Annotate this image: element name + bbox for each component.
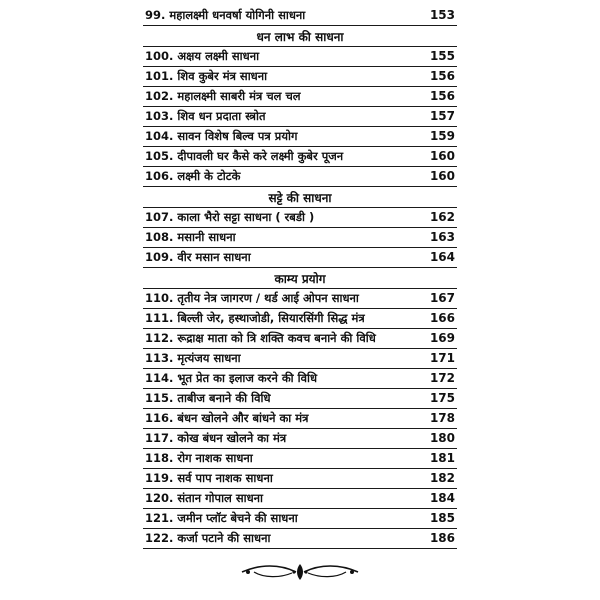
toc-entry-page-number: 156 [429, 69, 455, 83]
toc-entry-text: कर्जा पटाने की साधना [177, 531, 271, 545]
toc-entry-title [145, 248, 251, 267]
toc-entry-title [145, 329, 376, 348]
toc-entry-text: महालक्ष्मी धनवर्षा योगिनी साधना [169, 8, 306, 22]
toc-entry-number: 119. [145, 471, 174, 485]
toc-entry-page-number: 182 [429, 471, 455, 485]
toc-entry-text: बंधन खोलने और बांधने का मंत्र [177, 411, 309, 425]
toc-entry-title [145, 208, 314, 227]
toc-entry-text: बिल्ली जेर, हस्थाजोडी, सियारसिंगी सिद्ध मंत्र [177, 311, 365, 325]
toc-entry-page-number: 186 [429, 531, 455, 545]
toc-entry-page-number: 175 [429, 391, 455, 405]
toc-entry-number: 112. [145, 331, 174, 345]
toc-entry-title [145, 489, 263, 508]
table-of-contents [143, 6, 457, 549]
toc-entry-page-number: 155 [429, 49, 455, 63]
toc-entry-number: 103. [145, 109, 174, 123]
toc-entry-page-number: 171 [429, 351, 455, 365]
toc-entry [143, 489, 457, 509]
toc-entry-title [145, 409, 309, 428]
toc-entry-title [145, 67, 267, 86]
toc-entry-page-number: 166 [429, 311, 455, 325]
toc-entry-title [145, 167, 240, 186]
toc-entry-number: 117. [145, 431, 174, 445]
toc-entry-title [145, 127, 297, 146]
toc-entry [143, 409, 457, 429]
toc-entry-number: 101. [145, 69, 174, 83]
toc-entry-page-number: 160 [429, 149, 455, 163]
toc-entry-number: 114. [145, 371, 174, 385]
toc-entry-title [145, 449, 253, 468]
toc-entry-text: वीर मसान साधना [177, 250, 251, 264]
decorative-flourish-ornament [240, 560, 360, 584]
toc-entry-text: भूत प्रेत का इलाज करने की विधि [177, 371, 318, 385]
toc-entry [143, 469, 457, 489]
toc-entry [143, 47, 457, 67]
toc-entry-number: 100. [145, 49, 174, 63]
toc-entry-title [145, 228, 236, 247]
toc-entry-title [145, 469, 273, 488]
toc-entry-page-number: 178 [429, 411, 455, 425]
toc-entry [143, 309, 457, 329]
toc-entry-title [145, 147, 343, 166]
toc-entry [143, 167, 457, 187]
toc-entry-page-number: 162 [429, 210, 455, 224]
toc-entry-title [145, 289, 359, 308]
toc-entry-page-number: 184 [429, 491, 455, 505]
toc-entry [143, 389, 457, 409]
toc-entry [143, 228, 457, 248]
section-heading: सट्टे की साधना [143, 187, 457, 208]
toc-entry-text: महालक्ष्मी साबरी मंत्र चल चल [177, 89, 301, 103]
toc-entry-title [145, 349, 241, 368]
toc-entry [143, 349, 457, 369]
toc-entry [143, 509, 457, 529]
toc-entry-text: रूद्राक्ष माता को त्रि शक्ति कवच बनाने की विधि [177, 331, 376, 345]
toc-entry-text: लक्ष्मी के टोटके [177, 169, 241, 183]
toc-entry-number: 118. [145, 451, 174, 465]
toc-entry-text: मृत्यंजय साधना [177, 351, 241, 365]
toc-entry-text: संतान गोपाल साधना [177, 491, 264, 505]
toc-entry-page-number: 163 [429, 230, 455, 244]
toc-entry [143, 208, 457, 228]
toc-entry-page-number: 172 [429, 371, 455, 385]
toc-entry-page-number: 160 [429, 169, 455, 183]
toc-entry-text: तृतीय नेत्र जागरण / थर्ड आई ओपन साधना [177, 291, 359, 305]
toc-entry-text: ताबीज बनाने की विधि [177, 391, 271, 405]
toc-entry-text: मसानी साधना [177, 230, 236, 244]
toc-entry-title [145, 389, 271, 408]
toc-entry-number: 115. [145, 391, 174, 405]
toc-entry-title [145, 509, 298, 528]
toc-entry-title [145, 309, 365, 328]
toc-entry-title [145, 47, 259, 66]
toc-entry-number: 120. [145, 491, 174, 505]
toc-entry-page-number: 157 [429, 109, 455, 123]
toc-entry-page-number: 156 [429, 89, 455, 103]
toc-entry-text: काला भैरो सट्टा साधना ( रबडी ) [177, 210, 315, 224]
toc-entry-number: 106. [145, 169, 174, 183]
toc-entry [143, 289, 457, 309]
toc-entry [143, 147, 457, 167]
toc-entry-number: 111. [145, 311, 174, 325]
toc-entry-number: 105. [145, 149, 174, 163]
toc-entry-text: सावन विशेष बिल्व पत्र प्रयोग [177, 129, 298, 143]
toc-entry-number: 108. [145, 230, 174, 244]
toc-entry [143, 529, 457, 549]
toc-entry-number: 107. [145, 210, 174, 224]
toc-entry [143, 87, 457, 107]
toc-entry-number: 113. [145, 351, 174, 365]
toc-entry-text: जमीन प्लॉट बेचने की साधना [177, 511, 298, 525]
toc-entry-title [145, 6, 305, 25]
section-heading: धन लाभ की साधना [143, 26, 457, 47]
toc-entry [143, 429, 457, 449]
toc-entry-page-number: 185 [429, 511, 455, 525]
toc-entry [143, 67, 457, 87]
toc-entry [143, 107, 457, 127]
toc-entry-text: कोख बंधन खोलने का मंत्र [177, 431, 287, 445]
toc-entry-text: सर्व पाप नाशक साधना [177, 471, 273, 485]
toc-entry [143, 329, 457, 349]
toc-entry-page-number: 167 [429, 291, 455, 305]
toc-entry-number: 104. [145, 129, 174, 143]
toc-entry [143, 369, 457, 389]
toc-entry-page-number: 159 [429, 129, 455, 143]
toc-entry-page-number: 181 [429, 451, 455, 465]
toc-entry-text: दीपावली घर कैसे करे लक्ष्मी कुबेर पूजन [177, 149, 344, 163]
toc-entry-text: शिव धन प्रदाता स्त्रोत [177, 109, 266, 123]
toc-entry-number: 109. [145, 250, 174, 264]
toc-entry-number: 116. [145, 411, 174, 425]
toc-entry-page-number: 164 [429, 250, 455, 264]
toc-entry [143, 248, 457, 268]
toc-entry-number: 99. [145, 8, 166, 22]
toc-entry-title [145, 429, 286, 448]
toc-entry-title [145, 87, 301, 106]
toc-entry-page-number: 153 [429, 8, 455, 22]
toc-entry-title [145, 107, 266, 126]
toc-entry-page-number: 169 [429, 331, 455, 345]
toc-entry-number: 121. [145, 511, 174, 525]
toc-entry-title [145, 529, 270, 548]
toc-entry-text: शिव कुबेर मंत्र साधना [177, 69, 268, 83]
toc-entry-text: अक्षय लक्ष्मी साधना [177, 49, 260, 63]
toc-entry-number: 122. [145, 531, 174, 545]
toc-entry [143, 127, 457, 147]
toc-entry-text: रोग नाशक साधना [177, 451, 253, 465]
section-heading: काम्य प्रयोग [143, 268, 457, 289]
toc-entry-page-number: 180 [429, 431, 455, 445]
toc-entry-number: 110. [145, 291, 174, 305]
toc-entry [143, 6, 457, 26]
toc-entry-title [145, 369, 317, 388]
toc-entry-number: 102. [145, 89, 174, 103]
toc-entry [143, 449, 457, 469]
